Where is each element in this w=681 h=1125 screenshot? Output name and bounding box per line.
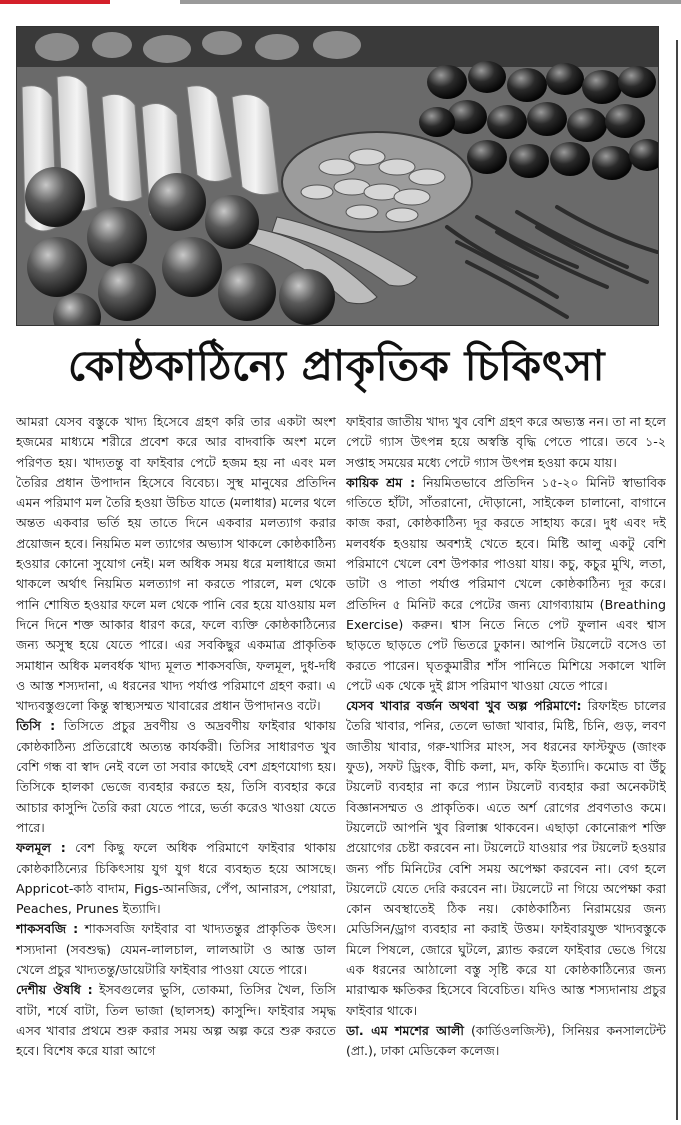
article-column-left [16,412,336,1117]
exercise-label: কায়িক শ্রম : [346,474,416,490]
vegetables-photo [16,26,659,326]
tisi-label: তিসি : [16,718,56,734]
top-accent-bar-red [0,0,110,4]
top-accent-bar-gray [180,0,681,4]
vegetables-text: শাকসবজি ফাইবার বা খাদ্যতন্তুর প্রাকৃতিক উৎস। শস্যদানা (সবশুদ্ধ) যেমন-লালচাল, লালআটা ও আস্ত ডাল খেলে প্রচুর খাদ্যতন্তু/ডায়েটারি ফাইবার পাওয়া যেতে পারে। [16,921,336,978]
fruits-paragraph [16,838,336,919]
herbal-paragraph [16,980,336,1061]
avoid-foods-label: যেসব খাবার বর্জন অথবা খুব অল্প পরিমাণে: [346,698,582,714]
avoid-foods-text: রিফাইন্ড চালের তৈরি খাবার, পনির, তেলে ভাজা খাবার, মিষ্টি, চিনি, গুড়, লবণ জাতীয় খাবার, গরু-খাসির মাংস, সব ধরনের ফাস্টফুড (জাংক ফুড), সফট ড্রিংক, বীচি কলা, মদ, কফি ইত্যাদি। কমোড বা উঁচু টয়লেট ব্যবহার না করে প্যান টয়লেট ব্যবহার করা অনেকটাই বিজ্ঞানসম্মত ও প্রাকৃতিক। এতে অর্শ রোগের প্রবণতাও কমে। টয়লেটে আপনি খুব রিলাক্স থাকবেন। এছাড়া কোনোরূপ শক্তি প্রয়োগের চেষ্টা করবেন না। টয়লেটে যাওয়ার পর টয়লেট হওয়ার জন্য পাঁচ মিনিটের বেশি সময় অপেক্ষা করবেন না। বেগ হলে টয়লেটে যেতে দেরি করবেন না। টয়লেটে না গিয়ে অপেক্ষা করা কোন অবস্থাতেই ঠিক নয়। কোষ্ঠকাঠিন্য নিরাময়ের জন্য মেডিসিন/ড্রাগ ব্যবহার না করাই উত্তম। ফাইবারযুক্ত খাদ্যবস্তুকে মিলে পিষলে, জোরে ঘুটলে, ব্ল্যান্ড করলে ফাইবার ভেঙে গিয়ে এক ধরনের আঠালো বস্তু সৃষ্টি করে যা কোষ্ঠকাঠিন্যের জন্য মারাত্মক ক্ষতিকর হিসেবে বিবেচিত। যদিও আস্ত শস্যদানায় প্রচুর ফাইবার থাকে। [346,698,666,1018]
fruits-label: ফলমূল : [16,840,66,856]
herbal-label: দেশীয় ঔষধি : [16,982,93,998]
column-divider-rule [676,40,678,1120]
fruits-text: বেশ কিছু ফলে অধিক পরিমাণে ফাইবার থাকায় কোষ্ঠকাঠিন্যের চিকিৎসায় যুগ যুগ ধরে ব্যবহৃত হয়ে আসছে। Appricot-কাঠ বাদাম, Figs-আনজির, পেঁপ, আনারস, পেয়ারা, Peaches, Prunes ইত্যাদি। [16,840,336,917]
herbal-text: ইসবগুলের ভুসি, তোকমা, তিসির খৈল, তিসি বাটা, শর্ষে বাটা, তিল ভাজা (ছালসহ) কাসুন্দি। ফাইবার সমৃদ্ধ এসব খাবার প্রথমে শুরু করার সময় অল্প অল্প করে শুরু করতে হবে। বিশেষ করে যারা আগে [16,982,336,1059]
vegetables-paragraph [16,919,336,980]
article-headline: কোষ্ঠকাঠিন্যে প্রাকৃতিক চিকিৎসা [67,341,606,390]
vegetables-photo-icon [17,27,658,325]
tisi-text: তিসিতে প্রচুর দ্রবণীয় ও অদ্রবণীয় ফাইবার থাকায় কোষ্ঠকাঠিন্য প্রতিরোধে অত্যন্ত কার্যকরী। তিসির সাধারণত খুব বেশি গন্ধ বা স্বাদ নেই বলে তা সবার কাছেই বেশ গ্রহণযোগ্য হয়। তিসিকে হালকা ভেজে ব্যবহার করতে হয়, তিসি ব্যবহার করে আচার কাসুন্দি তৈরি করা যেতে পারে, ভর্তা করেও খাওয়া যেতে পারে। [16,718,336,835]
continuation-text: ফাইবার জাতীয় খাদ্য খুব বেশি গ্রহণ করে অভ্যস্ত নন। তা না হলে পেটে গ্যাস উৎপন্ন হয়ে অস্বস্তি বৃদ্ধি পেতে পারে। তবে ১-২ সপ্তাহ সময়ের মধ্যে পেটে গ্যাস উৎপন্ন হওয়া কমে যায়। [346,414,666,470]
author-credentials: (কার্ডিওলজিস্ট), সিনিয়র কনসালটেন্ট (প্রা.), ঢাকা মেডিকেল কলেজ। [346,1022,666,1059]
continuation-paragraph [346,412,666,473]
author-name: ডা. এম শমশের আলী [346,1022,464,1038]
exercise-text: নিয়মিতভাবে প্রতিদিন ১৫-২০ মিনিট স্বাভাবিক গতিতে হাঁটা, সাঁতরানো, দৌড়ানো, সাইকেল চালানো, বাগানে কাজ করা, কোষ্ঠকাঠিন্য দূর করতে সাহায্য করে। দুধ এবং দই মলবর্ধক হওয়ায় অবশ্যই খেতে হবে। মিষ্টি আলু একটু বেশি পরিমাণে খেলে বেশ উপকার পাওয়া যায়। কচু, কচুর মুখি, লতা, ডাটা ও পাতা পর্যাপ্ত পরিমাণ খেলে কোষ্ঠকাঠিন্য দূর করে। প্রতিদিন ৫ মিনিট করে পেটের জন্য যোগব্যায়াম (Breathing Exercise) করুন। শ্বাস নিতে নিতে পেট ফুলান এবং শ্বাস ছাড়তে ছাড়তে পেট ভিতরে ঢুকান। আপনি টয়লেটে বসেও তা করতে পারেন। ঘৃতকুমারীর শাঁস পানিতে মিশিয়ে সকালে খালি পেটে এক থেকে দুই গ্লাস পরিমাণ খাওয়া যেতে পারে। [346,474,666,693]
article-column-right [346,412,666,1117]
avoid-foods-paragraph [346,696,666,1021]
author-byline [346,1021,666,1062]
exercise-paragraph [346,473,666,696]
intro-paragraph [16,412,336,716]
tisi-paragraph [16,716,336,838]
vegetables-label: শাকসবজি : [16,921,79,937]
intro-text: আমরা যেসব বস্তুকে খাদ্য হিসেবে গ্রহণ করি তার একটা অংশ হজমের মাধ্যমে শরীরে প্রবেশ করে আর বাদবাকি অংশ মলে পরিণত হয়। খাদ্যতন্তু বা ফাইবার পেটে হজম হয় না এবং মল তৈরির প্রধান উপাদান হিসেবে বিবেচ্য। সুস্থ মানুষের প্রতিদিন এমন পরিমাণ মল তৈরি হওয়া উচিত যাতে (মলাধার) মলের থলে অন্তত একবার ভর্তি হয় তাতে দিনে একবার মলত্যাগ করার প্রয়োজন হবে। নিয়মিত মল ত্যাগের অভ্যাস থাকলে কোষ্ঠকাঠিন্য হওয়ার কোনো সুযোগ নেই। মল অধিক সময় ধরে মলাধারে জমা থাকলে অর্থাৎ নিয়মিত মলত্যাগ না করতে পারলে, মল থেকে পানি শোষিত হওয়ার ফলে মল থেকে পানি বের হয়ে যাওয়ায় মল দিনে দিনে শক্ত আকার ধারণ করে, ফলে ব্যক্তি কোষ্ঠকাঠিন্যের জন্য অসুস্থ হয়ে যেতে পারে। এর সবকিছুর একমাত্র প্রাকৃতিক সমাধান অধিক মলবর্ধক খাদ্য মূলত শাকসবজি, ফলমূল, দুধ-দধি ও আস্ত শস্যদানা, এ ধরনের খাদ্য পর্যাপ্ত পরিমাণে গ্রহণ করা। এ খাদ্যবস্তুগুলো কিন্তু স্বাস্থ্যসম্মত খাবারের প্রধান উপাদানও বটে। [16,414,336,714]
